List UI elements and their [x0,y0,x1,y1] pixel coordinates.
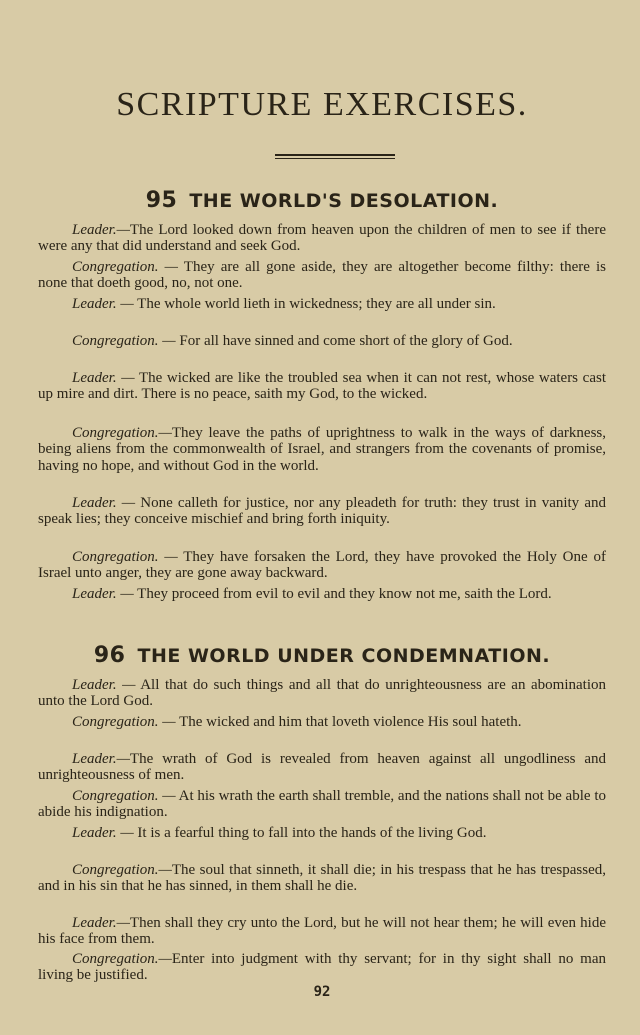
speaker-label: Leader. — [72,296,134,312]
speaker-label: Leader. — [72,677,136,693]
paragraph-text: For all have sinned and come short of the glory of God. [175,333,513,349]
paragraph-text: The Lord looked down from heaven upon the children of men to see if there were any that did understand and seek God. [38,222,606,255]
paragraph [38,222,606,255]
paragraph [38,951,606,984]
paragraph [38,788,606,821]
paragraph [38,825,606,841]
paragraph [38,370,606,403]
page-title: SCRIPTURE EXERCISES. [116,86,528,123]
speaker-label: Leader.— [72,751,130,767]
paragraph [38,495,606,528]
section-title: THE WORLD'S DESOLATION. [189,190,499,212]
paragraph [38,259,606,292]
speaker-label: Leader.— [72,915,130,931]
speaker-label: Congregation.— [72,425,172,441]
paragraph [38,425,606,474]
paragraph-text: It is a fearful thing to fall into the hands of the living God. [133,825,487,841]
paragraph-text: Then shall they cry unto the Lord, but he will not hear them; he will even hide his face from them. [38,915,606,948]
speaker-label: Leader. — [72,495,136,511]
paragraph-text: The wicked are like the troubled sea when it can not rest, whose waters cast up mire and dirt. There is no peace, saith my God, to the wicked. [38,370,606,403]
paragraph-text: All that do such things and all that do unrighteousness are an abomination unto the Lord God. [38,677,606,710]
paragraph [38,296,606,312]
paragraph-text: The wicked and him that loveth violence His soul hateth. [175,714,522,730]
paragraph-text: Enter into judgment with thy servant; for in thy sight shall no man living be justified. [38,951,606,984]
paragraph-text: The soul that sinneth, it shall die; in his trespass that he has trespassed, and in his sin that he has sinned, in them shall he die. [38,862,606,895]
section-number: 95 [145,188,178,213]
section-heading-96 [38,643,606,668]
page-number: 92 [313,984,331,1000]
speaker-label: Leader. — [72,586,134,602]
section-number: 96 [93,643,126,668]
paragraph-text: They are all gone aside, they are altogether become filthy: there is none that doeth good, no, not one. [38,259,606,292]
paragraph [38,714,606,730]
speaker-label: Leader. — [72,825,134,841]
speaker-label: Congregation. — [72,259,178,275]
paragraph [38,751,606,784]
paragraph-text: The whole world lieth in wickedness; they are all under sin. [133,296,496,312]
section-title: THE WORLD UNDER CONDEMNATION. [137,645,551,667]
paragraph-text: They proceed from evil to evil and they know not me, saith the Lord. [133,586,552,602]
section-heading-95 [38,188,606,213]
paragraph-text: They have forsaken the Lord, they have provoked the Holy One of Israel unto anger, they are gone away backward. [38,549,606,582]
paragraph [38,549,606,582]
paragraph [38,586,606,602]
paragraph [38,677,606,710]
speaker-label: Leader. — [72,370,135,386]
book-page [38,0,606,1035]
speaker-label: Congregation.— [72,951,172,967]
paragraph-text: The wrath of God is revealed from heaven against all ungodliness and unrighteousness of men. [38,751,606,784]
title-rule [275,154,395,156]
speaker-label: Congregation.— [72,862,172,878]
paragraph [38,333,606,349]
speaker-label: Congregation. — [72,333,176,349]
speaker-label: Congregation. — [72,788,176,804]
paragraph [38,915,606,948]
paragraph-text: None calleth for justice, nor any pleadeth for truth: they trust in vanity and speak lies; they conceive mischief and bring forth iniquity. [38,495,607,528]
paragraph-text: They leave the paths of uprightness to walk in the ways of darkness, being aliens from the commonwealth of Israel, and strangers from the covenants of promise, having no hope, and without God in the world. [38,425,606,474]
paragraph [38,862,606,895]
paragraph-text: At his wrath the earth shall tremble, and the nations shall not be able to abide his indignation. [38,788,606,821]
speaker-label: Congregation. — [72,714,176,730]
speaker-label: Congregation. — [72,549,178,565]
speaker-label: Leader.— [72,222,130,238]
